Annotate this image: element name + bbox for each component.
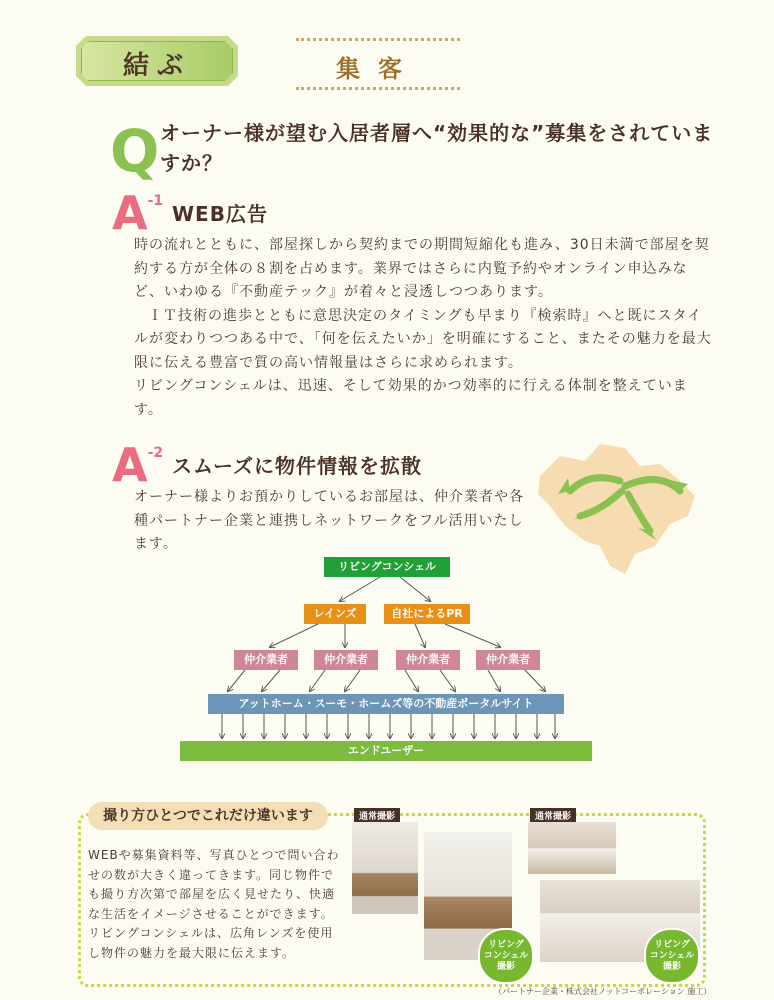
answer2-letter: A [112,438,148,492]
normal-shot-label-2: 通常撮影 [530,808,576,823]
answer1-letter: A [112,186,148,240]
credit-note: （パートナー企業・株式会社ノットコーポレーション 施工） [494,987,712,996]
answer2-sup: -2 [147,445,164,461]
answer1-paragraph-3: リビングコンシェルは、迅速、そして効果的かつ効率的に行える体制を整えています。 [134,378,688,418]
answer1-sup: -1 [147,193,164,209]
section-tag-shukyaku-label: 集客 [336,55,420,83]
answer1-heading: WEB広告 [172,202,268,226]
concierge-badge-1-label: リビング コンシェル 撮影 [483,939,529,972]
diagram-broker-box-3: 仲介業者 [396,650,460,670]
photo-normal-1 [352,822,418,914]
photo-normal-2 [528,822,616,874]
diagram-broker-box-4: 仲介業者 [476,650,540,670]
diagram-portal-box: アットホーム・スーモ・ホームズ等の不動産ポータルサイト [208,694,564,714]
question-letter: Q [110,117,160,185]
diagram-top-box: リビングコンシェル [324,557,450,577]
concierge-badge-1 [478,928,534,984]
question-text: オーナー様が望む入居者層へ“効果的な”募集をされていますか？ [160,121,714,175]
diagram-end-box: エンドユーザー [180,741,592,761]
diagram-broker-box-1: 仲介業者 [234,650,298,670]
normal-shot-label-1: 通常撮影 [354,808,400,823]
photo-section-title: 撮り方ひとつでこれだけ違います [88,802,328,830]
section-tag-musubu-label: 結ぶ [122,51,191,81]
photo-section-text: WEBや募集資料等、写真ひとつで問い合わせの数が大きく違ってきます。同じ物件でも撮り方次第で部屋を広く見せたり、快適な生活をイメージさせることができます。リビングコンシェルは、広角レンズを使用し物件の魅力を最大限に伝えます。 [88,848,340,960]
answer2-body: オーナー様よりお預かりしているお部屋は、仲介業者や各種パートナー企業と連携しネットワークをフル活用いたします。 [134,489,524,552]
concierge-badge-2-label: リビング コンシェル 撮影 [649,939,695,972]
diagram-reins-box: レインズ [304,604,366,624]
diagram-broker-box-2: 仲介業者 [314,650,378,670]
answer1-paragraph-1: 時の流れとともに、部屋探しから契約までの期間短縮化も進み、30日未満で部屋を契約する方が全体の８割を占めます。業界ではさらに内覧予約やオンライン申込みなど、いわゆる『不動産テック』が着々と浸透しつつあります。 [134,237,710,300]
answer1-paragraph-2: ＩＴ技術の進歩とともに意思決定のタイミングも早まり『検索時』へと既にスタイルが変わりつつある中で、「何を伝えたいか」を明確にすること、またその魅力を最大限に伝える豊富で質の高い情報量はさらに求められます。 [134,307,712,371]
concierge-badge-2 [644,928,700,984]
diagram-pr-box: 自社によるPR [384,604,470,624]
answer2-heading: スムーズに物件情報を拡散 [172,454,422,478]
